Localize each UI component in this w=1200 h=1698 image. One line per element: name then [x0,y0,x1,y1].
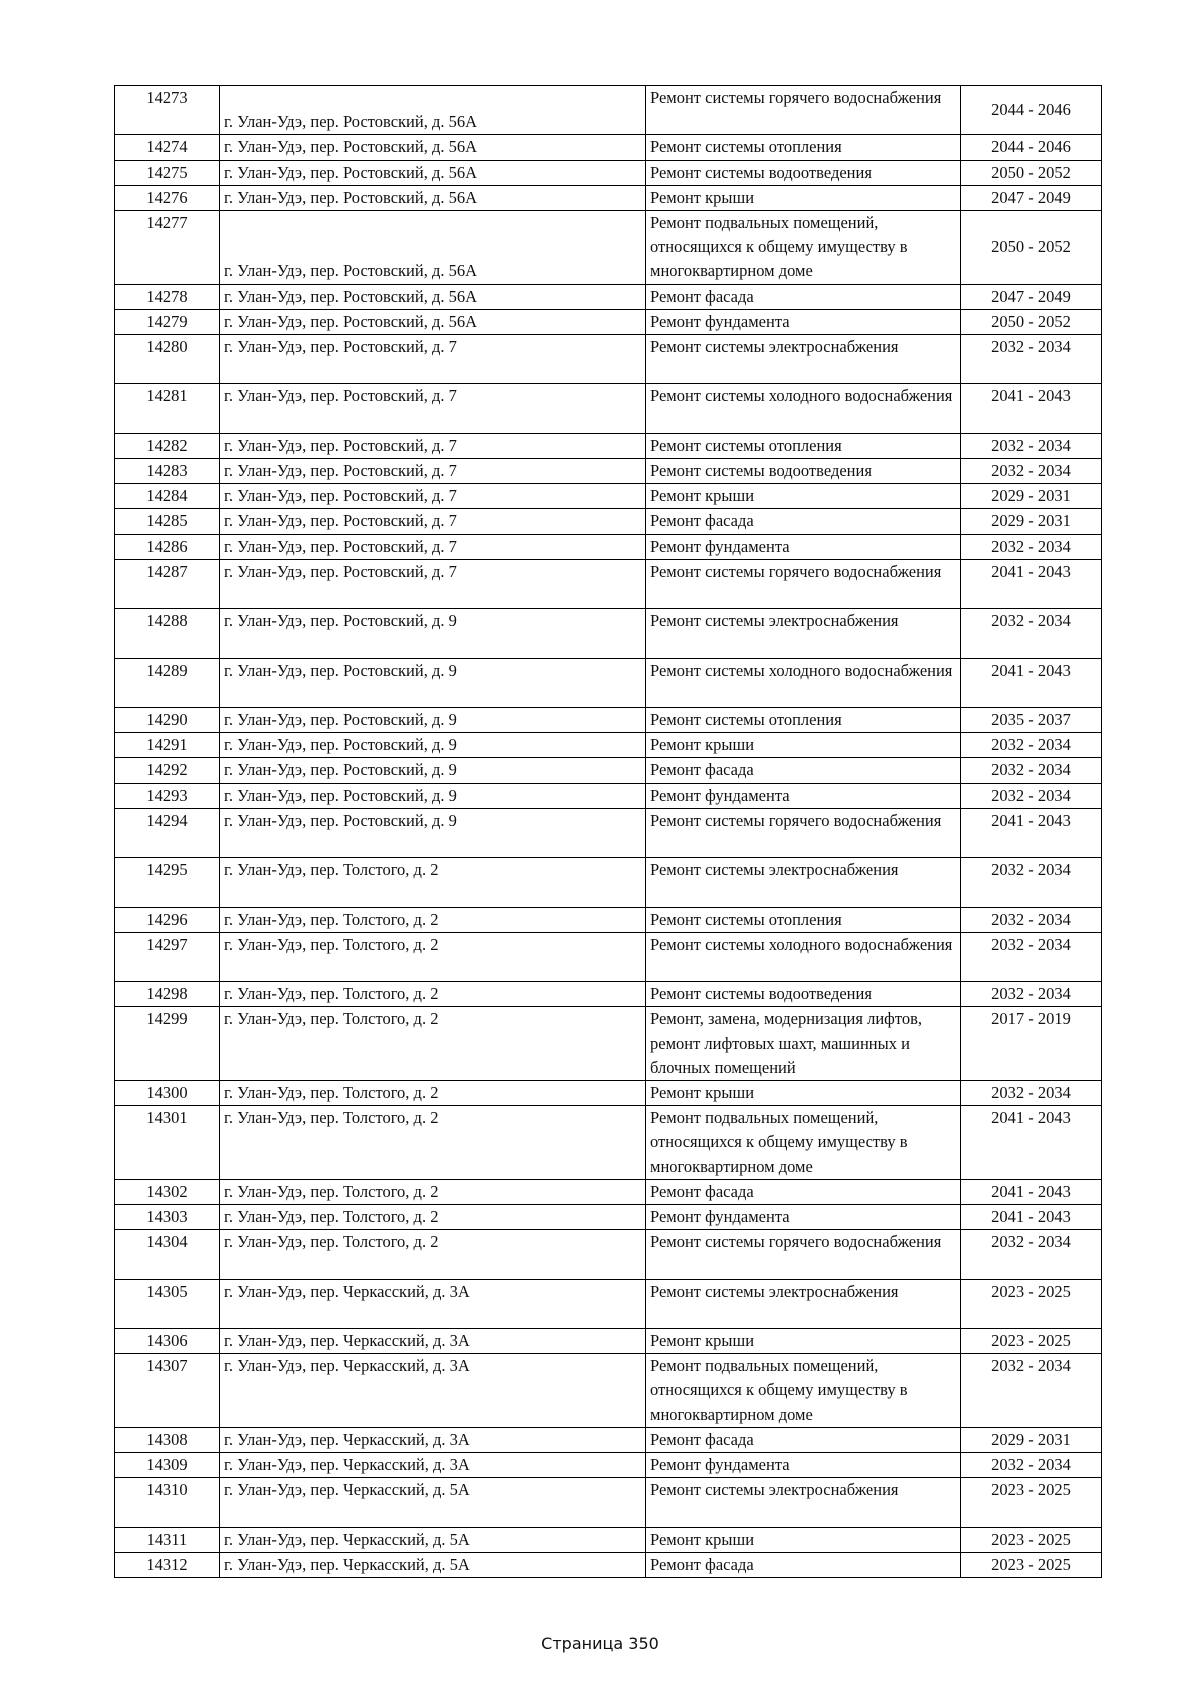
row-id-cell: 14306 [115,1328,220,1353]
row-id-cell: 14303 [115,1205,220,1230]
row-work-cell: Ремонт крыши [646,733,961,758]
row-id-cell: 14307 [115,1354,220,1428]
table-row [115,86,1102,135]
row-id-cell: 14279 [115,309,220,334]
row-id-cell: 14302 [115,1179,220,1204]
table-row [115,1354,1102,1428]
row-address-cell: г. Улан-Удэ, пер. Толстого, д. 2 [220,1205,646,1230]
table-row [115,1179,1102,1204]
row-address-cell: г. Улан-Удэ, пер. Черкасский, д. 3А [220,1279,646,1328]
row-work-cell: Ремонт крыши [646,1527,961,1552]
row-address-cell: г. Улан-Удэ, пер. Толстого, д. 2 [220,982,646,1007]
row-address-cell: г. Улан-Удэ, пер. Ростовский, д. 56А [220,185,646,210]
row-period-cell: 2041 - 2043 [961,1106,1102,1180]
row-period-cell: 2023 - 2025 [961,1328,1102,1353]
row-period-cell: 2044 - 2046 [961,135,1102,160]
row-id-cell: 14308 [115,1427,220,1452]
row-work-cell: Ремонт подвальных помещений, относящихся к общему имуществу в многоквартирном доме [646,1354,961,1428]
row-address-cell: г. Улан-Удэ, пер. Черкасский, д. 3А [220,1453,646,1478]
row-work-cell: Ремонт системы отопления [646,433,961,458]
row-work-cell: Ремонт системы холодного водоснабжения [646,932,961,981]
row-address-cell: г. Улан-Удэ, пер. Толстого, д. 2 [220,1106,646,1180]
row-period-cell: 2032 - 2034 [961,1230,1102,1279]
row-work-cell: Ремонт крыши [646,185,961,210]
row-id-cell: 14297 [115,932,220,981]
row-work-cell: Ремонт системы водоотведения [646,160,961,185]
row-period-cell: 2041 - 2043 [961,808,1102,857]
row-id-cell: 14285 [115,509,220,534]
row-work-cell: Ремонт крыши [646,484,961,509]
row-period-cell: 2041 - 2043 [961,384,1102,433]
row-address-cell: г. Улан-Удэ, пер. Ростовский, д. 56А [220,284,646,309]
row-id-cell: 14284 [115,484,220,509]
row-work-cell: Ремонт системы горячего водоснабжения [646,808,961,857]
table-row [115,1427,1102,1452]
row-period-cell: 2047 - 2049 [961,284,1102,309]
row-period-cell: 2032 - 2034 [961,932,1102,981]
row-address-cell: г. Улан-Удэ, пер. Ростовский, д. 56А [220,86,646,135]
table-row [115,335,1102,384]
row-period-cell: 2032 - 2034 [961,982,1102,1007]
row-id-cell: 14277 [115,211,220,285]
row-id-cell: 14275 [115,160,220,185]
row-work-cell: Ремонт системы горячего водоснабжения [646,559,961,608]
row-address-cell: г. Улан-Удэ, пер. Черкасский, д. 5А [220,1552,646,1577]
row-work-cell: Ремонт системы отопления [646,907,961,932]
row-period-cell: 2032 - 2034 [961,1354,1102,1428]
row-work-cell: Ремонт системы отопления [646,135,961,160]
row-period-cell: 2023 - 2025 [961,1552,1102,1577]
row-period-cell: 2017 - 2019 [961,1007,1102,1081]
row-period-cell: 2041 - 2043 [961,1179,1102,1204]
row-id-cell: 14282 [115,433,220,458]
table-row [115,211,1102,285]
row-id-cell: 14293 [115,783,220,808]
row-period-cell: 2023 - 2025 [961,1527,1102,1552]
row-address-cell: г. Улан-Удэ, пер. Черкасский, д. 5А [220,1527,646,1552]
row-id-cell: 14301 [115,1106,220,1180]
row-address-cell: г. Улан-Удэ, пер. Ростовский, д. 56А [220,309,646,334]
table-row [115,1080,1102,1105]
row-id-cell: 14278 [115,284,220,309]
row-address-cell: г. Улан-Удэ, пер. Ростовский, д. 7 [220,335,646,384]
table-row [115,1478,1102,1527]
row-address-cell: г. Улан-Удэ, пер. Толстого, д. 2 [220,858,646,907]
row-id-cell: 14311 [115,1527,220,1552]
row-id-cell: 14276 [115,185,220,210]
row-period-cell: 2032 - 2034 [961,433,1102,458]
row-id-cell: 14292 [115,758,220,783]
page-number: Страница 350 [541,1634,659,1653]
row-period-cell: 2029 - 2031 [961,509,1102,534]
row-period-cell: 2032 - 2034 [961,1453,1102,1478]
row-id-cell: 14304 [115,1230,220,1279]
row-period-cell: 2029 - 2031 [961,484,1102,509]
table-row [115,433,1102,458]
row-address-cell: г. Улан-Удэ, пер. Ростовский, д. 9 [220,658,646,707]
row-work-cell: Ремонт фасада [646,758,961,783]
row-id-cell: 14309 [115,1453,220,1478]
table-row [115,160,1102,185]
table-row [115,707,1102,732]
row-work-cell: Ремонт системы горячего водоснабжения [646,86,961,135]
table-body [115,86,1102,1578]
table-row [115,1106,1102,1180]
table-row [115,658,1102,707]
row-work-cell: Ремонт фундамента [646,309,961,334]
row-work-cell: Ремонт подвальных помещений, относящихся к общему имуществу в многоквартирном доме [646,1106,961,1180]
table-row [115,1527,1102,1552]
table-row [115,484,1102,509]
table-row [115,858,1102,907]
row-period-cell: 2041 - 2043 [961,1205,1102,1230]
table-row [115,1552,1102,1577]
row-period-cell: 2023 - 2025 [961,1478,1102,1527]
row-address-cell: г. Улан-Удэ, пер. Черкасский, д. 3А [220,1354,646,1428]
row-work-cell: Ремонт фасада [646,1179,961,1204]
row-id-cell: 14273 [115,86,220,135]
row-period-cell: 2032 - 2034 [961,1080,1102,1105]
table-row [115,1328,1102,1353]
row-id-cell: 14291 [115,733,220,758]
row-address-cell: г. Улан-Удэ, пер. Толстого, д. 2 [220,1007,646,1081]
row-address-cell: г. Улан-Удэ, пер. Черкасский, д. 3А [220,1427,646,1452]
row-address-cell: г. Улан-Удэ, пер. Толстого, д. 2 [220,1080,646,1105]
row-id-cell: 14299 [115,1007,220,1081]
row-period-cell: 2044 - 2046 [961,86,1102,135]
table-row [115,459,1102,484]
row-id-cell: 14296 [115,907,220,932]
row-period-cell: 2050 - 2052 [961,211,1102,285]
table-row [115,1453,1102,1478]
table-row [115,808,1102,857]
table-row [115,185,1102,210]
row-address-cell: г. Улан-Удэ, пер. Толстого, д. 2 [220,932,646,981]
row-id-cell: 14280 [115,335,220,384]
row-period-cell: 2032 - 2034 [961,335,1102,384]
row-id-cell: 14288 [115,609,220,658]
table-row [115,384,1102,433]
row-work-cell: Ремонт, замена, модернизация лифтов, ремонт лифтовых шахт, машинных и блочных помещений [646,1007,961,1081]
row-work-cell: Ремонт системы холодного водоснабжения [646,658,961,707]
table-row [115,1279,1102,1328]
row-period-cell: 2035 - 2037 [961,707,1102,732]
row-id-cell: 14298 [115,982,220,1007]
row-address-cell: г. Улан-Удэ, пер. Толстого, д. 2 [220,1179,646,1204]
row-address-cell: г. Улан-Удэ, пер. Толстого, д. 2 [220,907,646,932]
table-row [115,609,1102,658]
row-address-cell: г. Улан-Удэ, пер. Ростовский, д. 56А [220,160,646,185]
row-address-cell: г. Улан-Удэ, пер. Ростовский, д. 7 [220,559,646,608]
row-id-cell: 14281 [115,384,220,433]
repair-schedule-table [114,85,1102,1578]
row-period-cell: 2041 - 2043 [961,658,1102,707]
row-period-cell: 2032 - 2034 [961,459,1102,484]
row-work-cell: Ремонт системы холодного водоснабжения [646,384,961,433]
row-work-cell: Ремонт фасада [646,509,961,534]
row-work-cell: Ремонт системы электроснабжения [646,335,961,384]
row-id-cell: 14283 [115,459,220,484]
row-work-cell: Ремонт системы водоотведения [646,459,961,484]
row-address-cell: г. Улан-Удэ, пер. Ростовский, д. 56А [220,135,646,160]
row-period-cell: 2032 - 2034 [961,858,1102,907]
row-id-cell: 14294 [115,808,220,857]
table-row [115,534,1102,559]
row-address-cell: г. Улан-Удэ, пер. Ростовский, д. 9 [220,758,646,783]
row-work-cell: Ремонт фасада [646,1427,961,1452]
table-row [115,284,1102,309]
row-period-cell: 2047 - 2049 [961,185,1102,210]
row-id-cell: 14289 [115,658,220,707]
row-work-cell: Ремонт системы электроснабжения [646,1279,961,1328]
row-address-cell: г. Улан-Удэ, пер. Ростовский, д. 7 [220,433,646,458]
row-period-cell: 2032 - 2034 [961,534,1102,559]
row-address-cell: г. Улан-Удэ, пер. Ростовский, д. 9 [220,733,646,758]
row-address-cell: г. Улан-Удэ, пер. Ростовский, д. 7 [220,459,646,484]
table-row [115,1007,1102,1081]
table-row [115,982,1102,1007]
row-work-cell: Ремонт фасада [646,1552,961,1577]
row-id-cell: 14290 [115,707,220,732]
row-period-cell: 2041 - 2043 [961,559,1102,608]
row-work-cell: Ремонт крыши [646,1328,961,1353]
row-period-cell: 2050 - 2052 [961,309,1102,334]
row-period-cell: 2029 - 2031 [961,1427,1102,1452]
row-address-cell: г. Улан-Удэ, пер. Ростовский, д. 7 [220,484,646,509]
row-id-cell: 14274 [115,135,220,160]
row-address-cell: г. Улан-Удэ, пер. Черкасский, д. 5А [220,1478,646,1527]
row-work-cell: Ремонт фундамента [646,1205,961,1230]
row-period-cell: 2032 - 2034 [961,758,1102,783]
row-work-cell: Ремонт фундамента [646,534,961,559]
row-work-cell: Ремонт системы электроснабжения [646,609,961,658]
row-work-cell: Ремонт фундамента [646,783,961,808]
row-address-cell: г. Улан-Удэ, пер. Ростовский, д. 7 [220,509,646,534]
table-row [115,1205,1102,1230]
row-id-cell: 14286 [115,534,220,559]
row-period-cell: 2032 - 2034 [961,907,1102,932]
row-work-cell: Ремонт фасада [646,284,961,309]
row-work-cell: Ремонт подвальных помещений, относящихся к общему имуществу в многоквартирном доме [646,211,961,285]
table-row [115,1230,1102,1279]
row-work-cell: Ремонт крыши [646,1080,961,1105]
row-id-cell: 14287 [115,559,220,608]
row-address-cell: г. Улан-Удэ, пер. Толстого, д. 2 [220,1230,646,1279]
row-address-cell: г. Улан-Удэ, пер. Ростовский, д. 9 [220,707,646,732]
row-address-cell: г. Улан-Удэ, пер. Ростовский, д. 7 [220,534,646,559]
row-id-cell: 14300 [115,1080,220,1105]
row-id-cell: 14305 [115,1279,220,1328]
row-period-cell: 2023 - 2025 [961,1279,1102,1328]
row-work-cell: Ремонт системы электроснабжения [646,1478,961,1527]
row-work-cell: Ремонт системы электроснабжения [646,858,961,907]
table-row [115,932,1102,981]
table-row [115,135,1102,160]
row-work-cell: Ремонт системы горячего водоснабжения [646,1230,961,1279]
row-address-cell: г. Улан-Удэ, пер. Ростовский, д. 7 [220,384,646,433]
row-work-cell: Ремонт системы отопления [646,707,961,732]
table-row [115,509,1102,534]
table-row [115,907,1102,932]
row-address-cell: г. Улан-Удэ, пер. Черкасский, д. 3А [220,1328,646,1353]
row-address-cell: г. Улан-Удэ, пер. Ростовский, д. 56А [220,211,646,285]
table-row [115,733,1102,758]
table-row [115,309,1102,334]
row-period-cell: 2032 - 2034 [961,609,1102,658]
table-row [115,783,1102,808]
row-work-cell: Ремонт фундамента [646,1453,961,1478]
row-work-cell: Ремонт системы водоотведения [646,982,961,1007]
row-address-cell: г. Улан-Удэ, пер. Ростовский, д. 9 [220,808,646,857]
row-address-cell: г. Улан-Удэ, пер. Ростовский, д. 9 [220,783,646,808]
row-id-cell: 14312 [115,1552,220,1577]
row-id-cell: 14310 [115,1478,220,1527]
table-row [115,758,1102,783]
row-period-cell: 2050 - 2052 [961,160,1102,185]
table-row [115,559,1102,608]
row-period-cell: 2032 - 2034 [961,733,1102,758]
row-period-cell: 2032 - 2034 [961,783,1102,808]
row-id-cell: 14295 [115,858,220,907]
row-address-cell: г. Улан-Удэ, пер. Ростовский, д. 9 [220,609,646,658]
